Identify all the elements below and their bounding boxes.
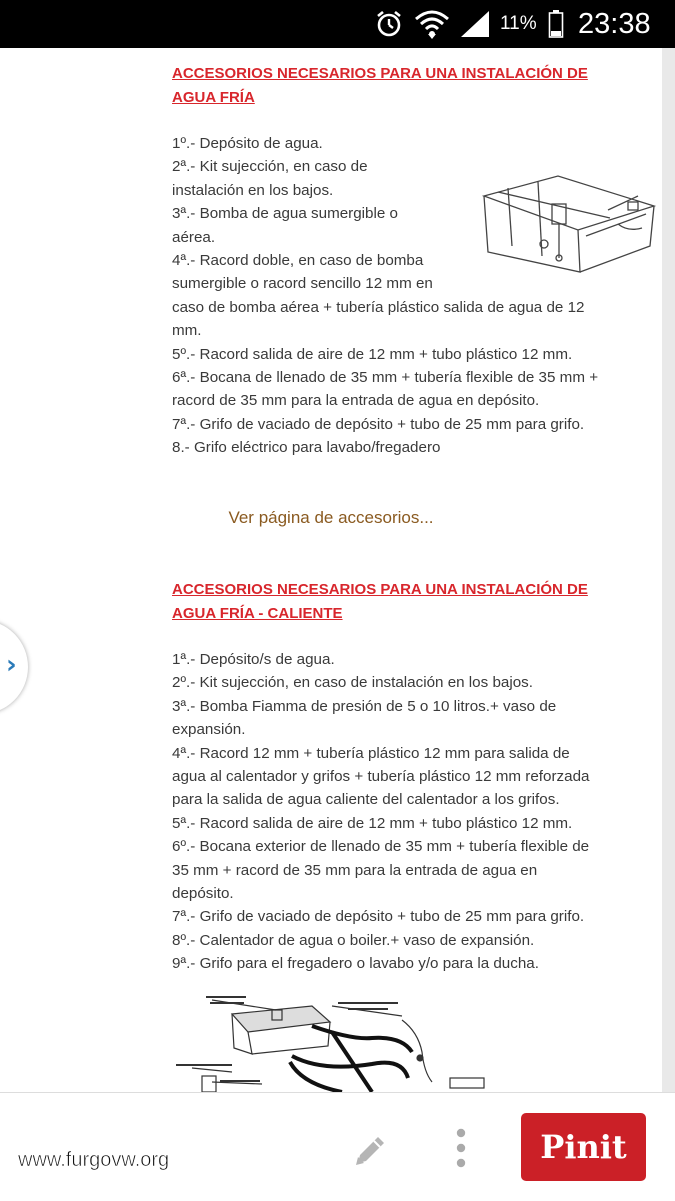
pin-it-label: Pinit (540, 1128, 627, 1166)
installation-diagram (172, 992, 492, 1092)
list-item: 3ª.- Bomba Fiamma de presión de 5 o 10 litros.+ vaso de (172, 697, 557, 715)
list-item: 4ª.- Racord doble, en caso de bomba (172, 252, 424, 270)
section1-heading-line2: AGUA FRÍA (172, 89, 255, 106)
list-item: mm. (172, 322, 202, 340)
content-card[interactable] (0, 48, 662, 1092)
list-item: 2º.- Kit sujección, en caso de instalación en los bajos. (172, 674, 533, 692)
status-bar (0, 0, 675, 48)
list-item: 8.- Grifo eléctrico para lavabo/fregadero (172, 439, 441, 457)
wifi-icon (414, 0, 450, 48)
list-item: 5ª.- Racord salida de aire de 12 mm + tubo plástico 12 mm. (172, 814, 573, 832)
section2-heading-line1: ACCESORIOS NECESARIOS PARA UNA INSTALACIÓN DE (172, 581, 588, 598)
edit-pencil-icon[interactable] (352, 1131, 390, 1173)
list-item: 2ª.- Kit sujección, en caso de (172, 158, 368, 176)
water-tank-illustration (478, 166, 660, 274)
alarm-icon (374, 0, 404, 48)
list-item: sumergible o racord sencillo 12 mm en (172, 275, 433, 293)
section1-heading-line1: ACCESORIOS NECESARIOS PARA UNA INSTALACIÓN DE (172, 65, 588, 82)
chevron-right-icon: › (6, 650, 17, 680)
battery-icon (548, 0, 564, 48)
list-item: agua al calentador y grifos + tubería plástico 12 mm reforzada (172, 768, 590, 786)
site-watermark: www.furgovw.org (18, 1149, 170, 1171)
more-vertical-icon[interactable] (452, 1127, 470, 1175)
list-item: 35 mm + racord de 35 mm para la entrada de agua en (172, 861, 538, 879)
list-item: 6º.- Bocana exterior de llenado de 35 mm + tubería flexible de (172, 838, 590, 856)
accessories-page-link[interactable]: Ver página de accesorios... (228, 508, 434, 527)
list-item: expansión. (172, 721, 246, 739)
bottom-action-bar (0, 1092, 675, 1201)
list-item: caso de bomba aérea + tubería plástico salida de agua de 12 (172, 298, 585, 316)
list-item: 1º.- Depósito de agua. (172, 135, 323, 152)
list-item: 7ª.- Grifo de vaciado de depósito + tubo de 25 mm para grifo. (172, 908, 585, 926)
section2-list (172, 648, 654, 976)
section1-heading (172, 62, 632, 110)
page-viewport (0, 48, 675, 1092)
clock: 23:38 (578, 7, 651, 40)
list-item: 8º.- Calentador de agua o boiler.+ vaso de expansión. (172, 931, 535, 949)
battery-percent: 11% (500, 13, 537, 34)
list-item: depósito. (172, 885, 234, 903)
list-item: 7ª.- Grifo de vaciado de depósito + tubo de 25 mm para grifo. (172, 415, 585, 433)
list-item: 3ª.- Bomba de agua sumergible o (172, 205, 398, 223)
list-item: 9ª.- Grifo para el fregadero o lavabo y/o para la ducha. (172, 955, 539, 973)
list-item: racord de 35 mm para la entrada de agua en depósito. (172, 392, 540, 410)
list-item: 1ª.- Depósito/s de agua. (172, 651, 335, 668)
list-item: para la salida de agua caliente del calentador a los grifos. (172, 791, 560, 809)
list-item: instalación en los bajos. (172, 181, 334, 199)
signal-icon (459, 0, 491, 48)
list-item: aérea. (172, 228, 216, 246)
pin-it-button[interactable] (521, 1113, 646, 1181)
list-item: 4ª.- Racord 12 mm + tubería plástico 12 mm para salida de (172, 744, 570, 762)
section2-heading (172, 578, 632, 626)
page-scrollbar[interactable] (662, 48, 675, 1092)
section2-heading-line2: AGUA FRÍA - CALIENTE (172, 605, 343, 622)
list-item: 6ª.- Bocana de llenado de 35 mm + tubería flexible de 35 mm + (172, 369, 599, 387)
list-item: 5º.- Racord salida de aire de 12 mm + tubo plástico 12 mm. (172, 345, 573, 363)
